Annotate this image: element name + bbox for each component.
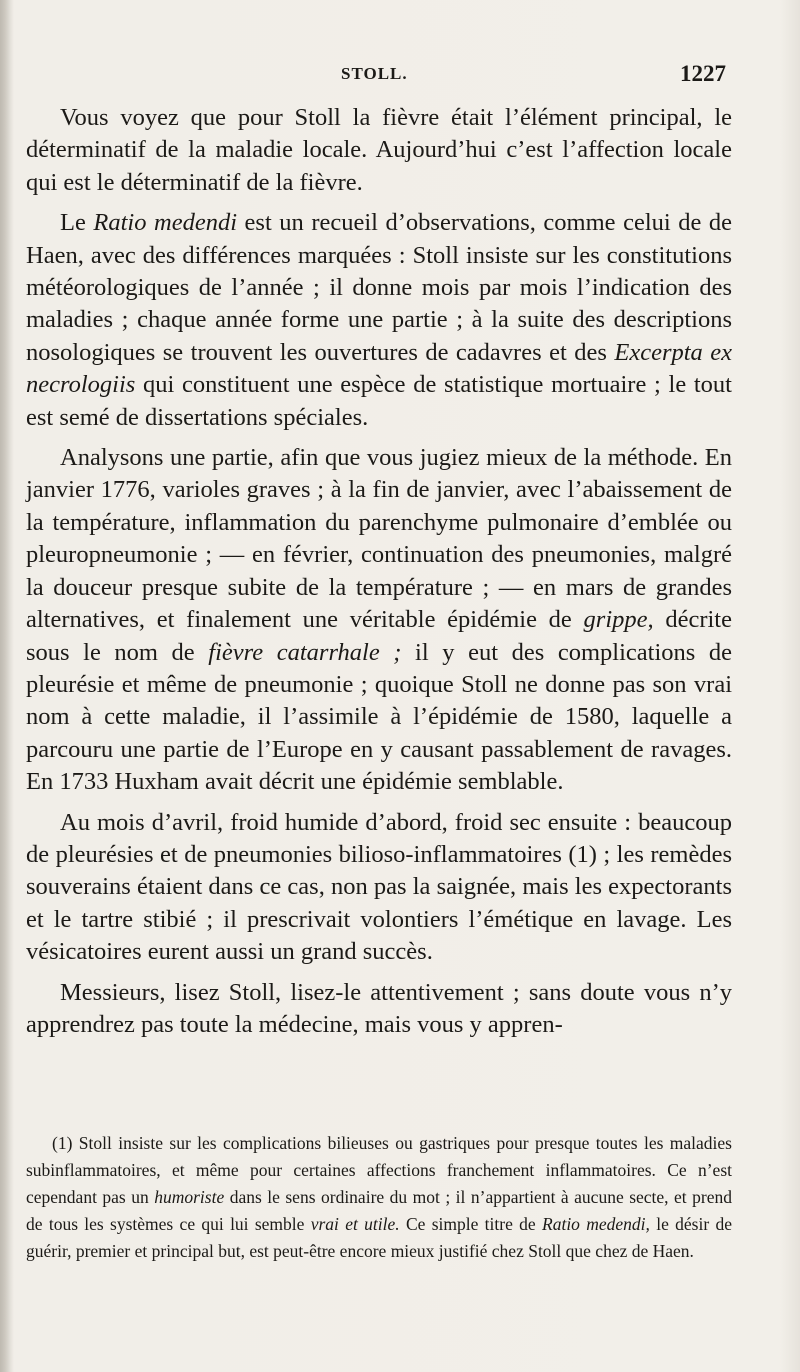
paragraph-3: [26, 442, 732, 798]
paragraph-text: Au mois d’avril, froid humide d’abord, froid sec ensuite : beaucoup de pleurésies et de pneumonies bilioso-inflammatoires (1) ; les remèdes souverains étaient dans ce cas, non pas la saignée, mais les expectorants et le tartre stibié ; il prescrivait volontiers l’émétique en lavage. Les vésicatoires eurent aussi un grand succès.: [26, 808, 732, 966]
paragraph-text: Analysons une partie, afin que vous jugiez mieux de la méthode. En janvier 1776, varioles graves ; à la fin de janvier, avec l’abaissement de la température, inflammation du parenchyme pulmonaire d’emblée ou pleuropneumonie ; — en février, continuation des pneumonies, malgré la douceur presque subite de la température ; — en mars de grandes alternatives, et finalement une véritable épidémie de: [26, 444, 732, 634]
paragraph-text: qui constituent une espèce de statistique mortuaire ; le tout est semé de dissertations spéciales.: [26, 371, 732, 431]
paragraph-text: décrite sous le nom de: [26, 606, 732, 666]
paragraph-2: [26, 207, 732, 434]
footnote: [26, 1130, 732, 1265]
italic-title: Ratio medendi,: [542, 1214, 650, 1234]
paragraph-4: [26, 807, 732, 969]
page-number: 1227: [680, 61, 726, 86]
italic-term: humoriste: [154, 1187, 225, 1207]
footnote-text: Ce simple titre de: [399, 1214, 543, 1234]
footnote-paragraph: [26, 1130, 732, 1265]
body-text: [26, 102, 732, 1041]
italic-title: Ratio medendi: [93, 209, 238, 237]
footnote-text: dans le sens ordinaire du mot ; il n’appartient à aucune secte, et prend de tous les systèmes ce qui lui semble: [26, 1187, 732, 1234]
italic-title: Excerpta ex necrologiis: [26, 338, 733, 399]
paragraph-text: Vous voyez que pour Stoll la fièvre était l’élément principal, le déterminatif de la maladie locale. Aujourd’hui c’est l’affection locale qui est le déterminatif de la fièvre.: [26, 104, 732, 196]
italic-term: grippe,: [583, 606, 654, 634]
italic-term: vrai et utile.: [310, 1214, 400, 1234]
paragraph-text: il y eut des complications de pleurésie et même de pneumonie ; quoique Stoll ne donne pas son vrai nom à cette maladie, il l’assimile à l’épidémie de 1580, laquelle a parcouru une partie de l’Europe en y causant passablement de ravages. En 1733 Huxham avait décrit une épidémie semblable.: [26, 638, 732, 796]
paragraph-text: Le: [60, 209, 94, 237]
running-head: [26, 61, 726, 94]
paragraph-5: [26, 977, 732, 1042]
paragraph-text: est un recueil d’observations, comme celui de de Haen, avec des différences marquées : Stoll insiste sur les constitutions météorologiques de l’année ; il donne mois par mois l’indication des maladies ; chaque année forme une partie ; à la suite des descriptions nosologiques se trouvent les ouvertures de cadavres et des: [26, 209, 733, 366]
italic-term: fièvre catarrhale ;: [208, 638, 402, 666]
paragraph-1: [26, 102, 732, 199]
footnote-text: le désir de guérir, premier et principal but, est peut-être encore mieux justifié chez Stoll que chez de Haen.: [26, 1214, 732, 1261]
paragraph-text: Messieurs, lisez Stoll, lisez-le attentivement ; sans doute vous n’y apprendrez pas toute la médecine, mais vous y appren-: [26, 978, 732, 1038]
footnote-text: (1) Stoll insiste sur les complications bilieuses ou gastriques pour presque toutes les maladies subinflammatoires, et même pour certaines affections franchement inflammatoires. Ce n’est cependant pas un: [26, 1133, 732, 1207]
spine-shadow: [0, 0, 14, 1372]
running-head-title: STOLL.: [341, 64, 408, 83]
